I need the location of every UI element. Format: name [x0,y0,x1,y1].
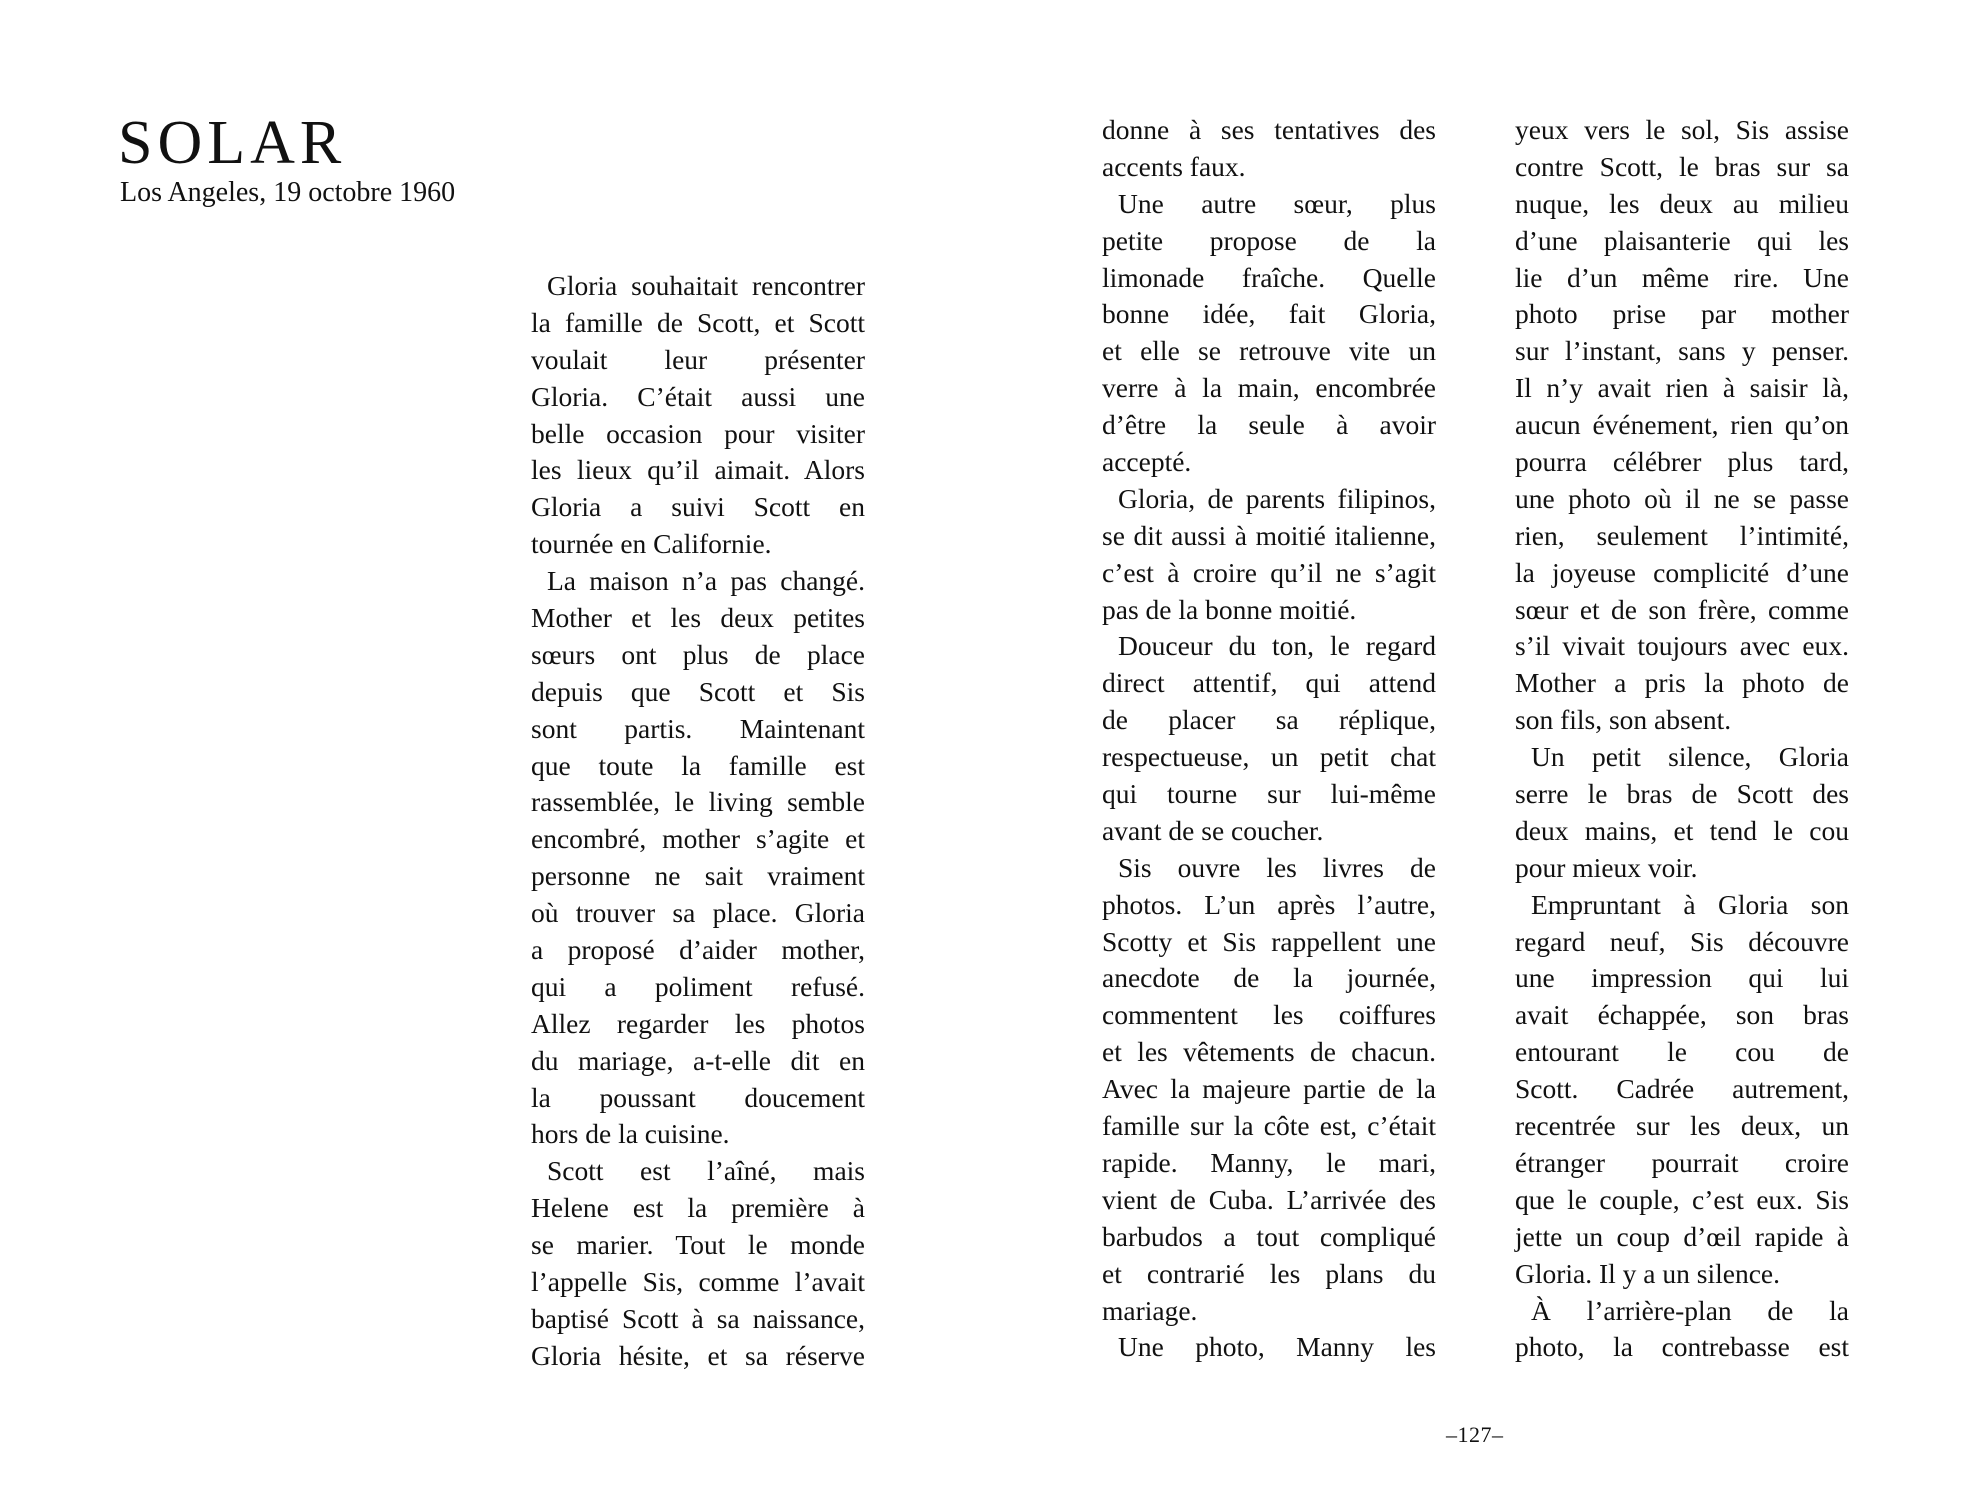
text-line: belle occasion pour visiter [531,417,865,449]
text-line: respectueuse, un petit chat [1102,741,1436,773]
text-line: serre le bras de Scott des [1515,778,1849,810]
text-line: vient de Cuba. L’arrivée des [1102,1183,1436,1215]
text-line: qui a poliment refusé. [531,970,865,1002]
text-line: pour mieux voir. [1515,851,1698,883]
text-column-1 [531,268,865,1375]
text-line: Douceur du ton, le regard [1118,630,1436,662]
text-line: se marier. Tout le monde [531,1229,865,1261]
text-line: l’appelle Sis, comme l’avait [531,1266,865,1298]
text-line: Avec la majeure partie de la [1102,1073,1436,1105]
text-line: contre Scott, le bras sur sa [1515,150,1849,182]
text-line: avant de se coucher. [1102,814,1324,846]
text-line: direct attentif, qui attend [1102,667,1436,699]
text-line: encombré, mother s’agite et [531,823,865,855]
text-line: À l’arrière-plan de la [1531,1294,1849,1326]
text-line: entourant le cou de [1515,1036,1849,1068]
text-line: d’une plaisanterie qui les [1515,224,1849,256]
text-line: que le couple, c’est eux. Sis [1515,1183,1849,1215]
text-line: anecdote de la journée, [1102,962,1436,994]
text-column-2 [1102,112,1436,1366]
text-line: Scott. Cadrée autrement, [1515,1073,1849,1105]
text-line: du mariage, a-t-elle dit en [531,1044,865,1076]
text-line: Une autre sœur, plus [1118,187,1436,219]
text-line: Allez regarder les photos [531,1007,865,1039]
text-line: se dit aussi à moitié italienne, [1102,519,1436,551]
text-line: rassemblée, le living semble [531,786,865,818]
text-line: Scott est l’aîné, mais [547,1155,865,1187]
text-line: Une photo, Manny les [1118,1331,1436,1363]
text-line: sont partis. Maintenant [531,712,865,744]
chapter-subtitle: Los Angeles, 19 octobre 1960 [120,177,456,208]
text-line: commentent les coiffures [1102,999,1436,1031]
text-line: qui tourne sur lui-même [1102,778,1436,810]
text-line: famille sur la côte est, c’était [1102,1110,1436,1142]
text-line: pas de la bonne moitié. [1102,593,1357,625]
text-line: s’il vivait toujours avec eux. [1515,630,1849,662]
text-line: de placer sa réplique, [1102,704,1436,736]
text-line: mariage. [1102,1294,1198,1326]
text-line: une impression qui lui [1515,962,1849,994]
text-line: recentrée sur les deux, un [1515,1110,1849,1142]
text-line: personne ne sait vraiment [531,860,865,892]
text-line: limonade fraîche. Quelle [1102,261,1436,293]
text-line: Mother a pris la photo de [1515,667,1849,699]
text-line: avait échappée, son bras [1515,999,1849,1031]
text-line: sœurs ont plus de place [531,638,865,670]
text-line: Gloria souhaitait rencontrer [547,270,865,301]
text-line: et les vêtements de chacun. [1102,1036,1436,1068]
text-line: son fils, son absent. [1515,704,1732,736]
text-line: accents faux. [1102,150,1246,182]
text-line: photo prise par mother [1515,298,1849,330]
text-line: Empruntant à Gloria son [1531,888,1849,920]
text-line: Scotty et Sis rappellent une [1102,925,1436,957]
text-line: les lieux qu’il aimait. Alors [531,454,865,486]
text-line: que toute la famille est [531,749,865,781]
text-line: rapide. Manny, le mari, [1102,1146,1436,1178]
text-column-3 [1515,112,1849,1366]
text-line: rien, seulement l’intimité, [1515,519,1849,551]
text-line: verre à la main, encombrée [1102,372,1436,404]
text-line: Gloria hésite, et sa réserve [531,1339,865,1371]
text-line: d’être la seule à avoir [1102,409,1436,441]
text-line: Mother et les deux petites [531,602,865,634]
text-line: donne à ses tentatives des [1102,114,1436,145]
text-line: et contrarié les plans du [1102,1257,1436,1289]
text-line: hors de la cuisine. [531,1118,730,1150]
text-line: Sis ouvre les livres de [1118,851,1436,883]
text-line: deux mains, et tend le cou [1515,814,1849,846]
text-line: Helene est la première à [531,1192,865,1224]
text-line: accepté. [1102,446,1192,478]
text-line: la famille de Scott, et Scott [531,306,865,338]
text-line: la joyeuse complicité d’une [1515,556,1849,588]
chapter-title: SOLAR [118,109,347,177]
text-line: sur l’instant, sans y penser. [1515,335,1849,367]
text-line: tournée en Californie. [531,528,772,560]
text-line: bonne idée, fait Gloria, [1102,298,1436,330]
text-line: voulait leur présenter [531,343,865,375]
text-line: a proposé d’aider mother, [531,934,865,966]
text-line: Gloria. Il y a un silence. [1515,1257,1780,1289]
text-line: Gloria. C’était aussi une [531,380,865,412]
text-line: Il n’y avait rien à saisir là, [1515,372,1849,404]
text-line: et elle se retrouve vite un [1102,335,1436,367]
text-line: nuque, les deux au milieu [1515,187,1849,219]
text-line: regard neuf, Sis découvre [1515,925,1849,957]
text-line: yeux vers le sol, Sis assise [1515,114,1849,145]
text-line: une photo où il ne se passe [1515,482,1849,514]
text-line: photo, la contrebasse est [1515,1331,1849,1363]
text-line: aucun événement, rien qu’on [1515,409,1849,441]
text-line: sœur et de son frère, comme [1515,593,1849,625]
text-line: Gloria, de parents filipinos, [1118,482,1436,514]
text-line: barbudos a tout compliqué [1102,1220,1436,1252]
text-line: Un petit silence, Gloria [1531,741,1849,773]
text-line: c’est à croire qu’il ne s’agit [1102,556,1436,588]
text-line: où trouver sa place. Gloria [531,897,865,929]
text-line: La maison n’a pas changé. [547,565,865,597]
text-line: étranger pourrait croire [1515,1146,1849,1178]
text-line: photos. L’un après l’autre, [1102,888,1436,920]
text-line: petite propose de la [1102,224,1436,256]
text-line: pourra célébrer plus tard, [1515,446,1849,478]
text-line: jette un coup d’œil rapide à [1515,1220,1849,1252]
text-line: Gloria a suivi Scott en [531,491,865,523]
text-line: lie d’un même rire. Une [1515,261,1849,293]
text-line: la poussant doucement [531,1081,865,1113]
text-line: baptisé Scott à sa naissance, [531,1302,865,1334]
text-line: depuis que Scott et Sis [531,675,865,707]
page-number: –127– [1446,1422,1504,1447]
